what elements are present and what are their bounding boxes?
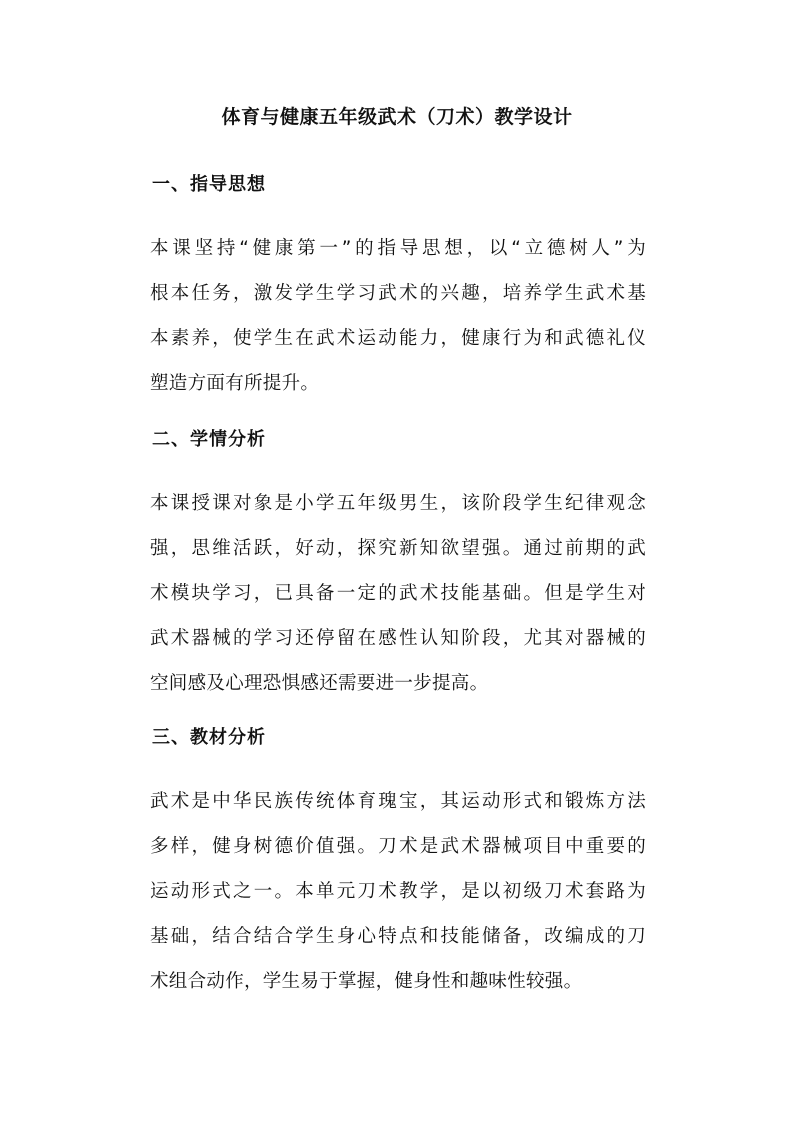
section-paragraph-guiding-ideology <box>150 226 646 406</box>
paragraph-line: 多样，健身树德价值强。刀术是武术器械项目中重要的 <box>150 836 646 857</box>
section-heading-guiding-ideology: 一、指导思想 <box>152 174 266 195</box>
section-paragraph-student-analysis <box>150 481 646 706</box>
paragraph-line: 本课坚持“健康第一”的指导思想，以“立德树人”为 <box>150 238 646 259</box>
section-paragraph-material-analysis <box>150 779 646 1004</box>
paragraph-line: 武术是中华民族传统体育瑰宝，其运动形式和锻炼方法 <box>150 791 646 812</box>
paragraph-line: 根本任务，激发学生学习武术的兴趣，培养学生武术基 <box>150 283 646 304</box>
section-heading-material-analysis: 三、教材分析 <box>152 727 266 748</box>
paragraph-line: 运动形式之一。本单元刀术教学，是以初级刀术套路为 <box>150 881 646 902</box>
section-heading-student-analysis: 二、学情分析 <box>152 429 266 450</box>
paragraph-line: 武术器械的学习还停留在感性认知阶段，尤其对器械的 <box>150 628 646 649</box>
document-title: 体育与健康五年级武术（刀术）教学设计 <box>221 106 573 128</box>
paragraph-line: 空间感及心理恐惧感还需要进一步提高。 <box>150 673 489 694</box>
paragraph-line: 塑造方面有所提升。 <box>150 373 320 394</box>
paragraph-line: 本素养，使学生在武术运动能力，健康行为和武德礼仪 <box>150 328 646 349</box>
paragraph-line: 强，思维活跃，好动，探究新知欲望强。通过前期的武 <box>150 538 646 559</box>
paragraph-line: 术模块学习，已具备一定的武术技能基础。但是学生对 <box>150 583 646 604</box>
paragraph-line: 基础，结合结合学生身心特点和技能储备，改编成的刀 <box>150 926 646 947</box>
paragraph-line: 术组合动作，学生易于掌握，健身性和趣味性较强。 <box>150 971 583 992</box>
paragraph-line: 本课授课对象是小学五年级男生，该阶段学生纪律观念 <box>150 493 646 514</box>
